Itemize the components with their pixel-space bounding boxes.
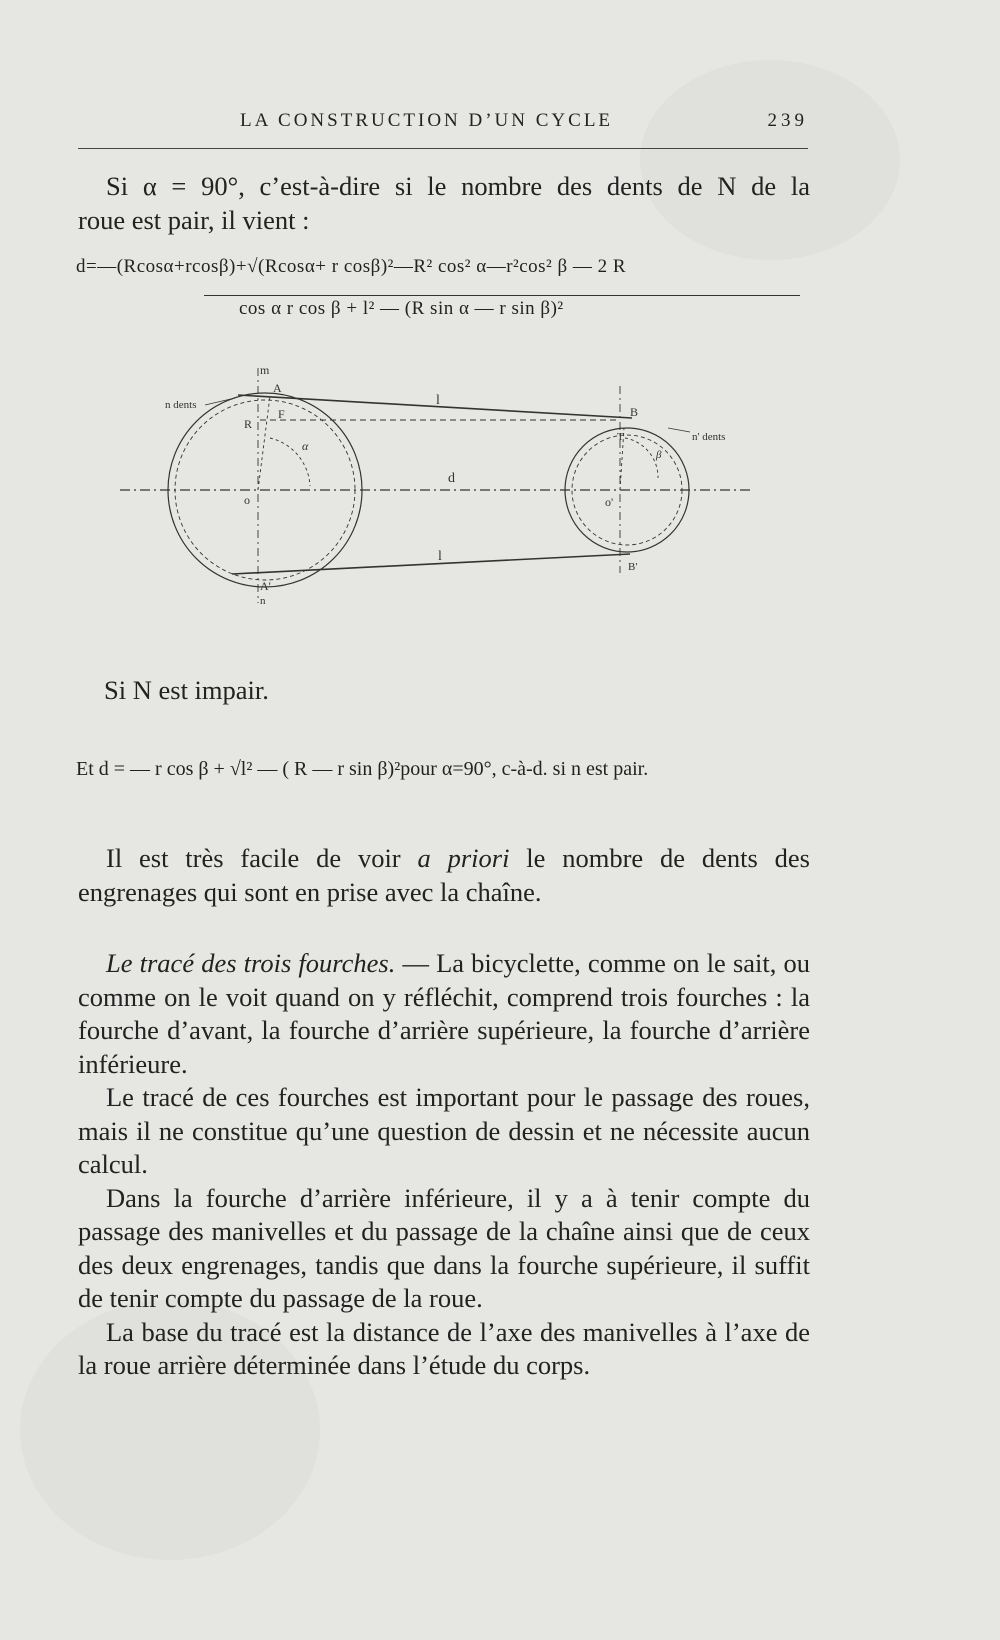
intro-paragraph (78, 170, 810, 237)
chain-drive-diagram (110, 368, 770, 648)
label-B: B (630, 405, 639, 419)
diagram-caption: Si N est impair. (104, 675, 269, 705)
intro-line-1: Si α = 90°, c’est-à-dire si le nombre des dents de N de la (106, 171, 810, 201)
label-o: o (244, 493, 250, 507)
intro-line-2: roue est pair, il vient : (78, 204, 310, 235)
header-rule (78, 148, 808, 149)
label-o-prime: o' (605, 495, 614, 509)
beta-arc (625, 438, 658, 478)
front-radius-line (258, 396, 270, 490)
body-text (78, 842, 810, 1383)
label-alpha: α (302, 439, 309, 453)
formula-denominator: cos α r cos β + l² — (R sin α — r sin β)² (239, 298, 564, 319)
paragraph-base-trace: La base du tracé est la distance de l’axe des manivelles à l’axe de la roue arrière déterminée dans l’étude du corps. (78, 1316, 810, 1380)
label-l-top: l (436, 393, 440, 408)
label-l-bottom: l (438, 549, 442, 564)
formula-odd-case: Et d = — r cos β + √l² — ( R — r sin β)²pour α=90°, c-à-d. si n est pair. (76, 758, 649, 780)
running-header (78, 108, 808, 142)
paragraph-fourches (78, 947, 810, 1081)
label-B-prime: B' (628, 561, 638, 573)
chain-bottom-line (232, 554, 630, 574)
label-n-prime-dents: n' dents (692, 431, 726, 443)
label-n-dents: n dents (165, 399, 197, 411)
label-R: R (244, 417, 253, 431)
label-n: n (260, 595, 266, 607)
paragraph-trace: Le tracé de ces fourches est important pour le passage des roues, mais il ne constitue qu’une question de dessin et ne nécessite aucun calcul. (78, 1082, 810, 1179)
label-A-prime: A' (260, 579, 271, 593)
label-m: m (260, 368, 270, 377)
label-beta: β (656, 449, 662, 461)
running-title: LA CONSTRUCTION D’UN CYCLE (240, 110, 614, 131)
label-T: T (617, 431, 624, 443)
formula-numerator: d=—(Rcosα+rcosβ)+√(Rcosα+ r cosβ)²—R² cos² α—r²cos² β — 2 R (76, 256, 627, 277)
label-A: A (273, 381, 282, 395)
n-prime-dents-leader (668, 428, 690, 432)
label-d: d (448, 471, 455, 486)
paragraph-a-priori: Il est très facile de voir a priori le nombre de dents des engrenages qui sont en prise avec la chaîne. (78, 843, 810, 907)
section-heading: Le tracé des trois fourches. (106, 948, 396, 978)
chain-top-line (238, 395, 632, 418)
fraction-bar (204, 295, 800, 296)
label-F: F (278, 407, 285, 421)
paragraph-fourche-arriere: Dans la fourche d’arrière inférieure, il y a à tenir compte du passage des manivelles et du passage de la chaîne ainsi que de ceux des deux engrenages, tandis que dans la fourche supérieure, il suffit de tenir compte du passage de la roue. (78, 1182, 810, 1313)
page-number: 239 (767, 110, 808, 131)
paragraph-fourches-text: — La bicyclette, comme on le sait, ou comme on le voit quand on y réfléchit, comprend trois fourches : la fourche d’avant, la fourche d’arrière supérieure, la fourche d’arrière inférieure. (78, 948, 811, 1079)
